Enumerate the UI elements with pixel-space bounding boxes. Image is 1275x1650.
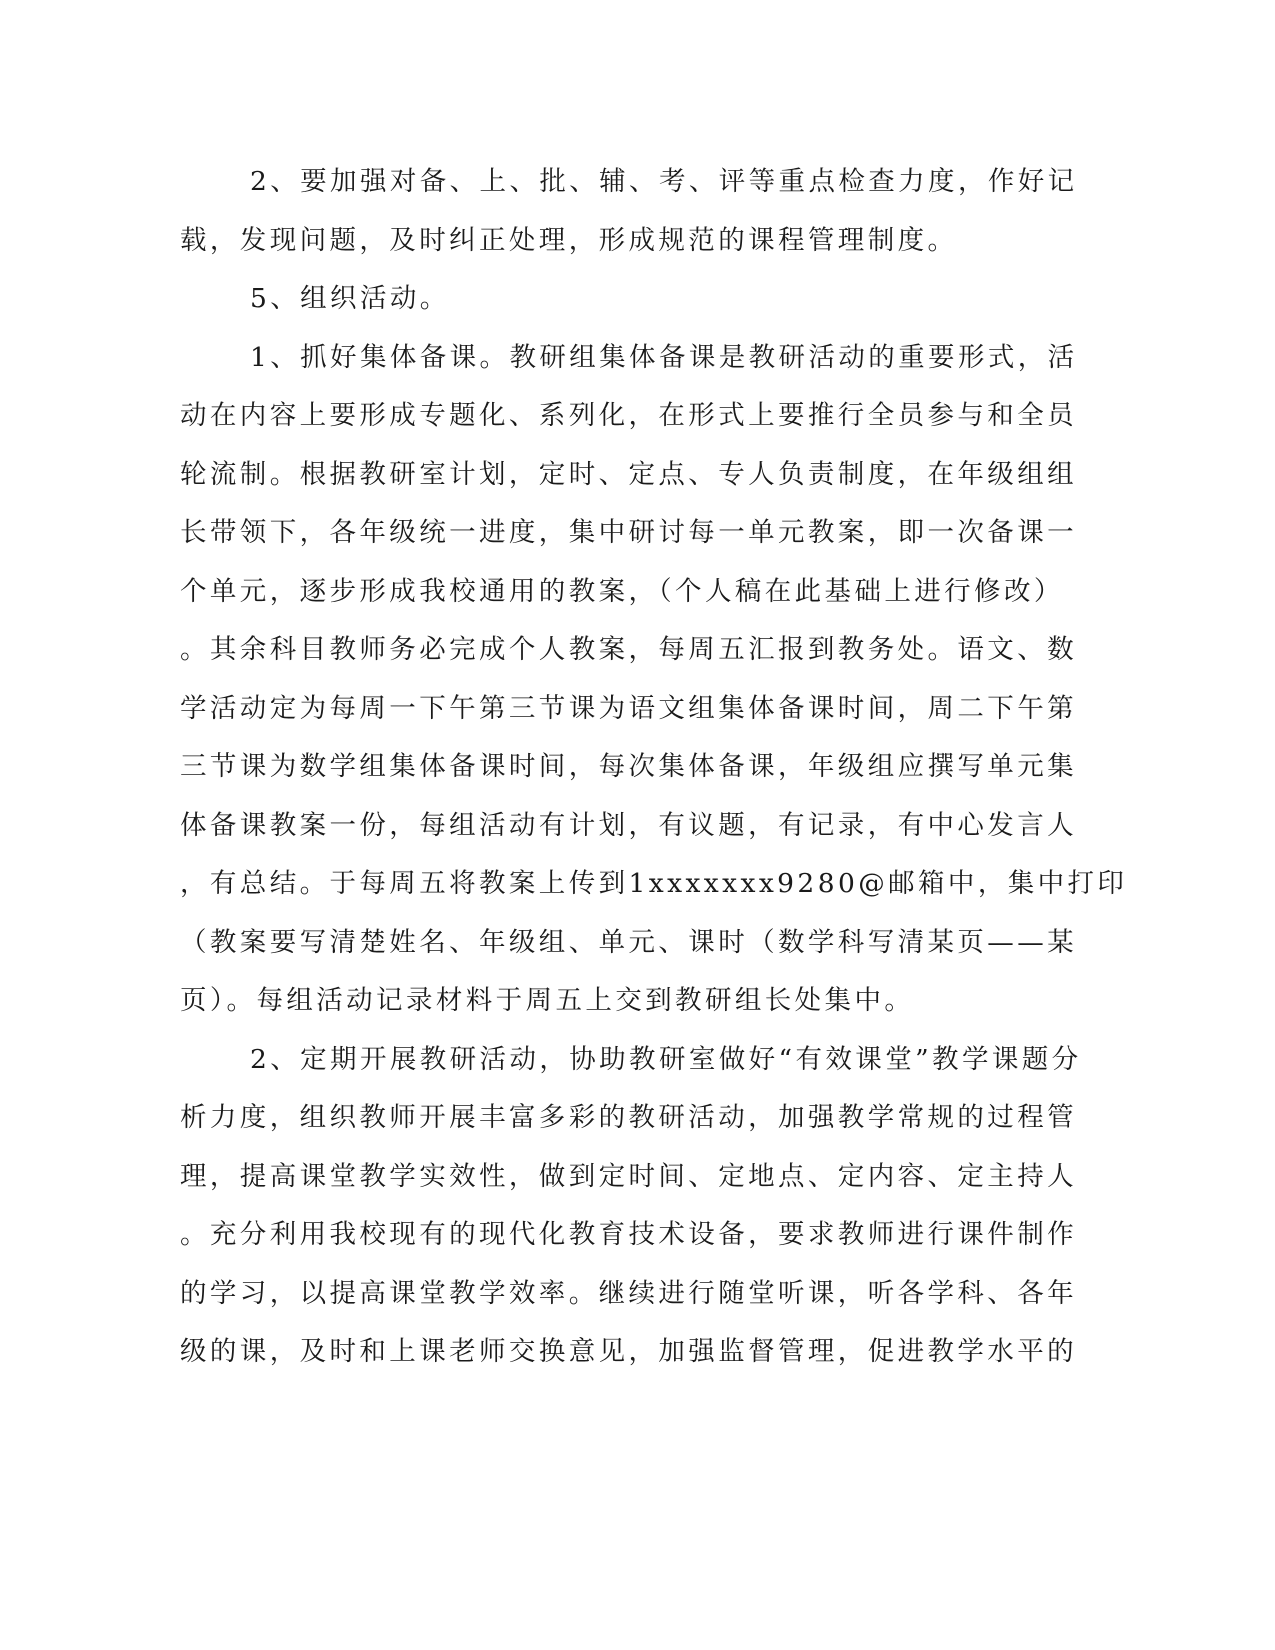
text-line: 长带领下，各年级统一进度，集中研讨每一单元教案，即一次备课一 — [180, 517, 1077, 548]
text-line: 载，发现问题，及时纠正处理，形成规范的课程管理制度。 — [180, 224, 958, 256]
text-line: 5、组织活动。 — [250, 283, 450, 314]
text-line: 级的课，及时和上课老师交换意见，加强监督管理，促进教学水平的 — [180, 1336, 1077, 1367]
text-line: 1、抓好集体备课。教研组集体备课是教研活动的重要形式，活 — [250, 341, 1078, 373]
text-line: 个单元，逐步形成我校通用的教案，（个人稿在此基础上进行修改） — [180, 575, 1064, 607]
text-line: 体备课教案一份，每组活动有计划，有议题，有记录，有中心发言人 — [180, 809, 1077, 841]
text-line: ，有总结。于每周五将教案上传到1xxxxxxx9280@邮箱中，集中打印 — [180, 868, 1128, 899]
text-line: 析力度，组织教师开展丰富多彩的教研活动，加强教学常规的过程管 — [180, 1102, 1077, 1133]
text-line: 理，提高课堂教学实效性，做到定时间、定地点、定内容、定主持人 — [180, 1160, 1077, 1192]
text-line: 三节课为数学组集体备课时间，每次集体备课，年级组应撰写单元集 — [180, 751, 1077, 782]
text-line: 。其余科目教师务必完成个人教案，每周五汇报到教务处。语文、数 — [180, 634, 1077, 665]
text-line: 2、定期开展教研活动，协助教研室做好“有效课堂”教学课题分 — [250, 1043, 1082, 1075]
text-line: 2、要加强对备、上、批、辅、考、评等重点检查力度，作好记 — [250, 166, 1078, 197]
document-body — [180, 153, 1128, 1382]
text-line: 学活动定为每周一下午第三节课为语文组集体备课时间，周二下午第 — [180, 692, 1077, 724]
text-line: 的学习，以提高课堂教学效率。继续进行随堂听课，听各学科、各年 — [180, 1277, 1077, 1309]
text-line: 页）。每组活动记录材料于周五上交到教研组长处集中。 — [180, 985, 915, 1016]
text-line: （教案要写清楚姓名、年级组、单元、课时（数学科写清某页——某 — [180, 926, 1077, 958]
text-line: 。充分利用我校现有的现代化教育技术设备，要求教师进行课件制作 — [180, 1219, 1077, 1250]
text-line: 动在内容上要形成专题化、系列化，在形式上要推行全员参与和全员 — [180, 400, 1077, 431]
text-line: 轮流制。根据教研室计划，定时、定点、专人负责制度，在年级组组 — [180, 458, 1077, 490]
